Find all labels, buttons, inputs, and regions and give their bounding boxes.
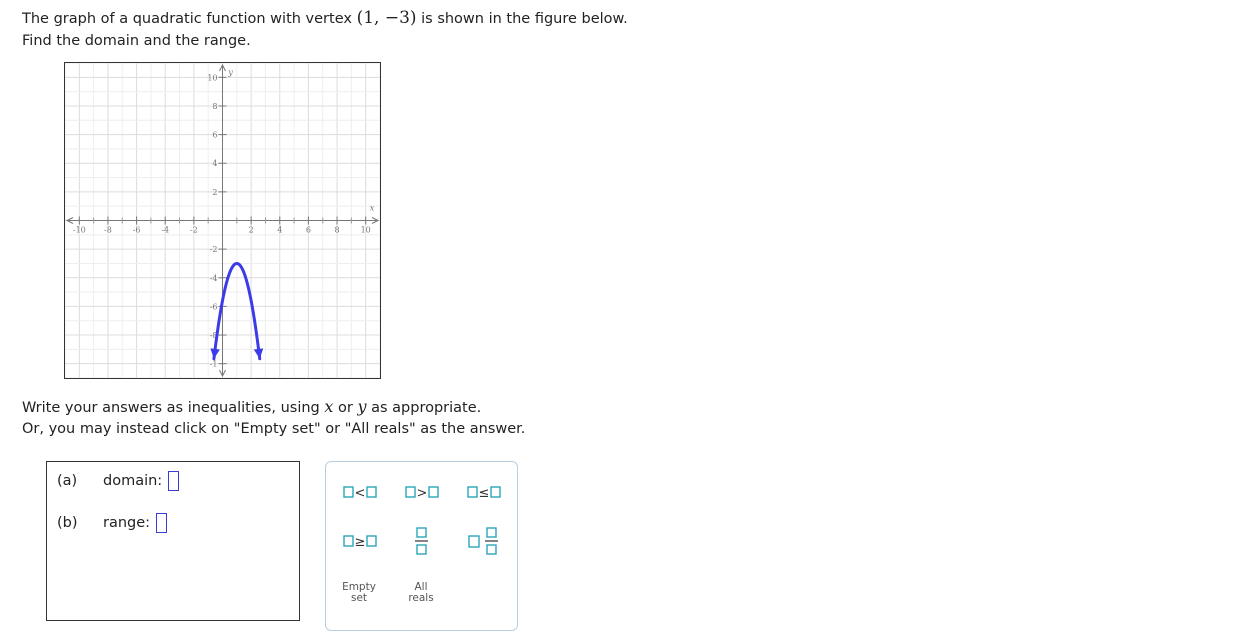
- y-tick-label: 8: [212, 101, 218, 111]
- question-line2: Find the domain and the range.: [22, 33, 251, 49]
- less-than-icon: [338, 484, 382, 500]
- mixed-number-button[interactable]: [460, 526, 508, 556]
- variable-y: y: [357, 397, 367, 416]
- x-tick-label: 8: [334, 225, 340, 235]
- x-axis-label: x: [369, 203, 375, 213]
- range-label: range:: [103, 515, 151, 531]
- x-tick-label: -4: [161, 225, 170, 235]
- y-axis-label: y: [228, 68, 233, 77]
- domain-row: [57, 471, 179, 491]
- empty-set-label-1: Empty: [342, 581, 376, 593]
- x-tick-label: 2: [248, 225, 254, 235]
- svg-text:≥: ≥: [354, 535, 366, 549]
- instructions-line1-pre: Write your answers as inequalities, using: [22, 400, 320, 416]
- y-tick-label: -2: [209, 245, 218, 255]
- range-row: [57, 513, 167, 533]
- domain-input[interactable]: [168, 471, 179, 491]
- mixed-number-icon: [462, 526, 506, 556]
- y-tick-label: -8: [209, 331, 218, 341]
- all-reals-label-1: All: [414, 581, 428, 593]
- instructions-or: or: [338, 400, 353, 416]
- domain-label: domain:: [103, 473, 163, 489]
- x-tick-label: -2: [189, 225, 198, 235]
- y-tick-label: 6: [212, 130, 218, 140]
- greater-equal-icon: [338, 533, 382, 549]
- x-tick-label: -10: [72, 225, 86, 235]
- answer-box: [46, 461, 300, 621]
- instructions-line1-post: as appropriate.: [371, 400, 482, 416]
- svg-text:<: <: [354, 486, 366, 500]
- instructions-line2: Or, you may instead click on "Empty set" or "All reals" as the answer.: [22, 421, 526, 437]
- y-tick-label: -1: [209, 359, 218, 369]
- y-tick-label: 2: [212, 187, 218, 197]
- question-line1-post: is shown in the figure below.: [421, 11, 628, 27]
- question-text: [22, 7, 628, 52]
- graph-svg: [65, 63, 380, 378]
- greater-than-icon: [400, 484, 444, 500]
- quadratic-graph: [64, 62, 381, 379]
- fraction-button[interactable]: [398, 526, 446, 556]
- less-equal-icon: [462, 484, 506, 500]
- empty-set-button[interactable]: [329, 582, 389, 604]
- greater-equal-button[interactable]: [336, 526, 384, 556]
- x-tick-label: -6: [132, 225, 141, 235]
- question-line1-pre: The graph of a quadratic function with vertex: [22, 11, 352, 27]
- all-reals-label-2: reals: [408, 592, 434, 604]
- range-input[interactable]: [156, 513, 167, 533]
- fraction-icon: [400, 526, 444, 556]
- variable-x: x: [324, 397, 334, 416]
- svg-text:>: >: [416, 486, 428, 500]
- part-b-label: (b): [57, 515, 78, 531]
- less-equal-button[interactable]: [460, 477, 508, 507]
- part-a-label: (a): [57, 473, 78, 489]
- x-tick-label: 10: [360, 225, 371, 235]
- svg-text:≤: ≤: [478, 486, 490, 500]
- vertex-coordinates: (1, −3): [356, 8, 417, 28]
- y-tick-label: -6: [209, 302, 218, 312]
- x-tick-label: 4: [277, 225, 283, 235]
- math-keypad: [325, 461, 518, 631]
- y-tick-label: 4: [212, 159, 218, 169]
- y-tick-label: -4: [209, 273, 218, 283]
- less-than-button[interactable]: [336, 477, 384, 507]
- y-tick-label: 10: [207, 73, 218, 83]
- empty-set-label-2: set: [350, 592, 368, 604]
- greater-than-button[interactable]: [398, 477, 446, 507]
- instructions: [22, 396, 525, 440]
- x-tick-label: -8: [104, 225, 112, 235]
- all-reals-button[interactable]: [391, 582, 451, 604]
- x-tick-label: 6: [305, 225, 311, 235]
